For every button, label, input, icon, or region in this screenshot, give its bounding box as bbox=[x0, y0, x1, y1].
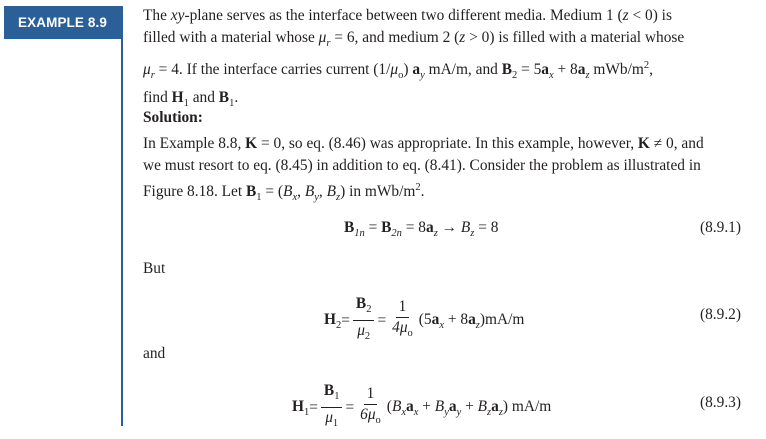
example-badge-label: EXAMPLE 8.9 bbox=[18, 15, 107, 30]
equation-number-8-9-1: (8.9.1) bbox=[699, 219, 741, 236]
and-label: and bbox=[143, 345, 166, 362]
problem-statement: The xy-plane serves as the interface between two different media. Medium 1 (z < 0) is filled with a material whose $\mu_r = 6$, and medium 2 (z > 0) is filled with a material whose $\mu_r = 4$. If the interface carries current $(1/\mu_o)$ $a_y$ mA/m, and $B_2 = 5a_x + 8a_z$ mWb/$m^2$, find $H_1$ and $B_1$. bbox=[143, 7, 685, 110]
solution-heading: Solution: bbox=[143, 109, 203, 126]
equation-8-9-1: $B_{1n} = B_{2n} = 8a_z \to B_z = 8$ bbox=[344, 219, 499, 240]
equation-8-9-3: $H_1=$ $\frac{B_1}{\mu_1}$ = $\frac{1}{6\mu_o}$ $(B_xa_x + B_ya_y + B_za_z)$ mA/m bbox=[292, 382, 552, 430]
but-label: But bbox=[143, 260, 166, 277]
equation-number-8-9-2: (8.9.2) bbox=[699, 306, 741, 323]
equation-number-8-9-3: (8.9.3) bbox=[699, 394, 741, 411]
equation-8-9-2: $H_2=$ $\frac{B_2}{\mu_2}$ = $\frac{1}{4\mu_o}$ $(5a_x + 8a_z)mA/m$ bbox=[324, 295, 525, 343]
example-side-rule bbox=[121, 6, 123, 426]
solution-paragraph: In Example 8.8, K = 0, so eq. (8.46) was appropriate. In this example, however, K ≠ 0, and we must resort to eq. (8.45) in addition to eq. (8.41). Consider the problem as illustrated in Figure 8.18. Let $B_1 = (B_x$, $B_y$, $B_z$) in mWb/$m^2$. bbox=[143, 135, 704, 204]
example-badge bbox=[4, 6, 121, 39]
